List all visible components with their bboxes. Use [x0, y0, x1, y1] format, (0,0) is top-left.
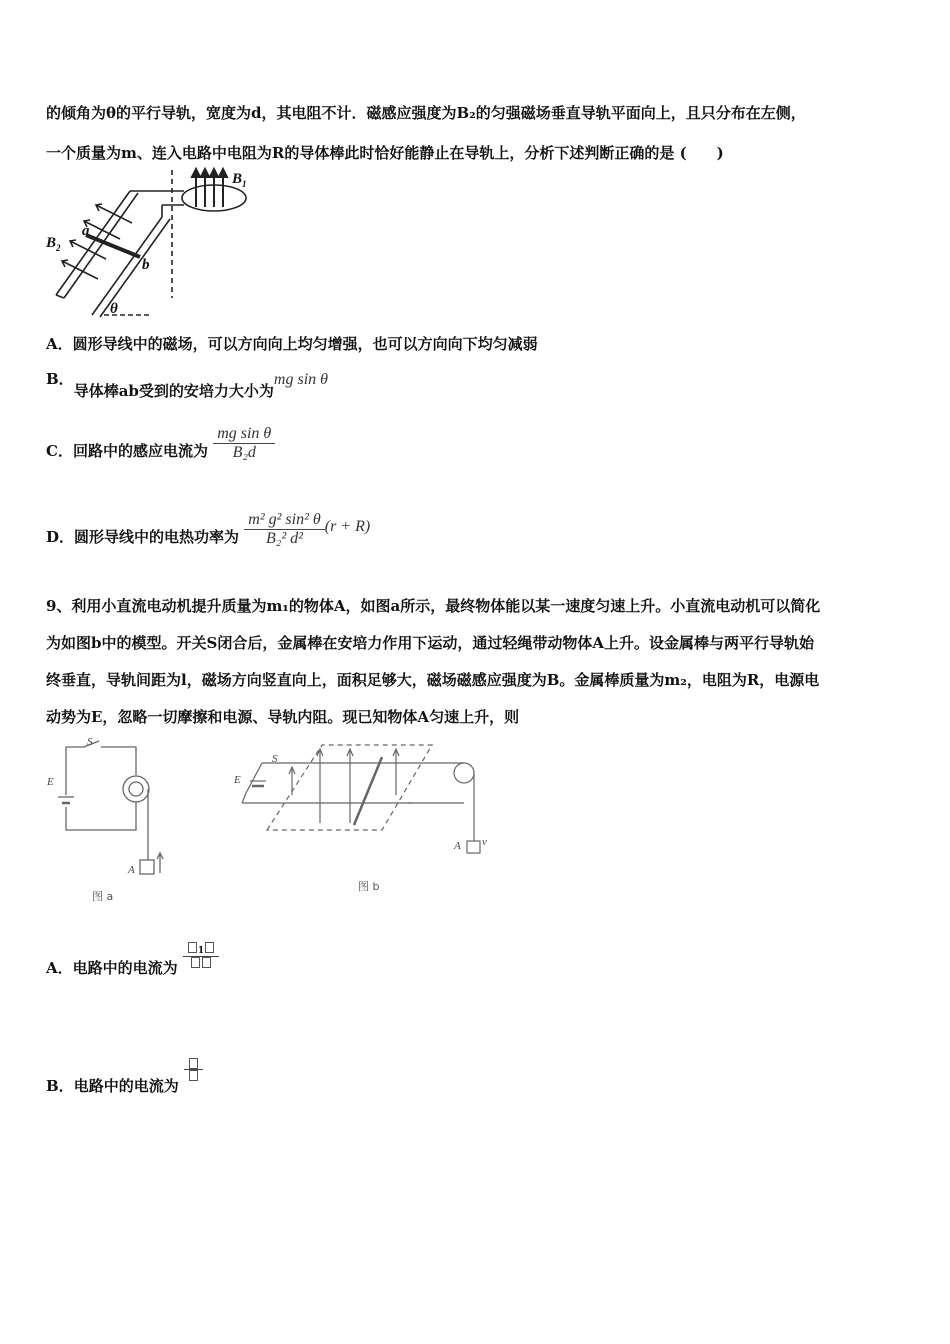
fig-a-caption: 图 a [92, 890, 114, 903]
q8-option-a: A．圆形导线中的磁场，可以方向向上均匀增强，也可以方向向下均匀减弱 [46, 335, 538, 353]
q9-option-a-formula: 1 [183, 942, 219, 968]
q8-line-2: 一个质量为m、连入电路中电阻为R的导体棒此时恰好能静止在导轨上，分析下述判断正确的是 ( ) [46, 144, 724, 162]
option-b-formula: mg sin θ [273, 371, 328, 388]
q8-figure [44, 165, 274, 320]
q8-option-c: C．回路中的感应电流为 $\frac{\text{mg sin θ}}{\text{B₂d}}$ [46, 425, 275, 462]
fig-a-emf-label: E [47, 776, 54, 788]
fig-b-object-label: A [454, 840, 461, 852]
option-d-tail: (r + R) [324, 517, 371, 535]
q9-line-4: 动势为E，忽略一切摩擦和电源、导轨内阻。现已知物体A匀速上升，则 [46, 708, 520, 726]
a-label: a [82, 223, 90, 239]
q9-figure-b [232, 735, 502, 905]
q9-option-b: B．电路中的电流为 [46, 1075, 203, 1099]
q9-option-a: A．电路中的电流为 $_1$ [46, 956, 219, 982]
q9-line-3: 终垂直，导轨间距为l，磁场方向竖直向上，面积足够大，磁场磁感应强度为B。金属棒质量为m₂，电阻为R，电源电 [46, 671, 820, 689]
fig-b-emf-label: E [234, 774, 241, 786]
b2-label: $B_2$ [46, 235, 61, 253]
q9-option-b-formula [184, 1058, 203, 1081]
fig-a-object-label: A [128, 864, 135, 876]
option-d-fraction: $\frac{\text{m² g² sin² θ}}{\text{B₂² d²}}$ [244, 511, 324, 548]
fig-a-switch-label: S [87, 736, 93, 748]
fig-b-switch-label: S [272, 753, 278, 765]
fig-b-caption: 图 b [358, 880, 380, 893]
theta-label: θ [110, 301, 118, 317]
q9-line-2: 为如图b中的模型。开关S闭合后，金属棒在安培力作用下运动，通过轻绳带动物体A上升。设金属棒与两平行导轨始 [46, 634, 814, 652]
option-c-fraction: $\frac{\text{mg sin θ}}{\text{B₂d}}$ [213, 425, 275, 462]
q8-option-d: D．圆形导线中的电热功率为 $\frac{\text{m² g² sin² θ}}{\text{B₂² d²}}$ (r + R) [46, 511, 371, 547]
q9-line-1: 9、利用小直流电动机提升质量为m₁的物体A，如图a所示，最终物体能以某一速度匀速上升。小直流电动机可以简化 [46, 597, 821, 615]
q8-option-b: B．导体棒ab受到的安培力大小为mg sin θ [46, 370, 328, 400]
fig-b-velocity-label: v [482, 836, 487, 848]
b-label: b [142, 257, 150, 273]
q8-line-1: 的倾角为θ的平行导轨，宽度为d，其电阻不计．磁感应强度为B₂的匀强磁场垂直导轨平面向上，且只分布在左侧， [46, 104, 806, 122]
b1-label: $B_1$ [232, 171, 247, 189]
q9-figure-a [44, 735, 214, 905]
